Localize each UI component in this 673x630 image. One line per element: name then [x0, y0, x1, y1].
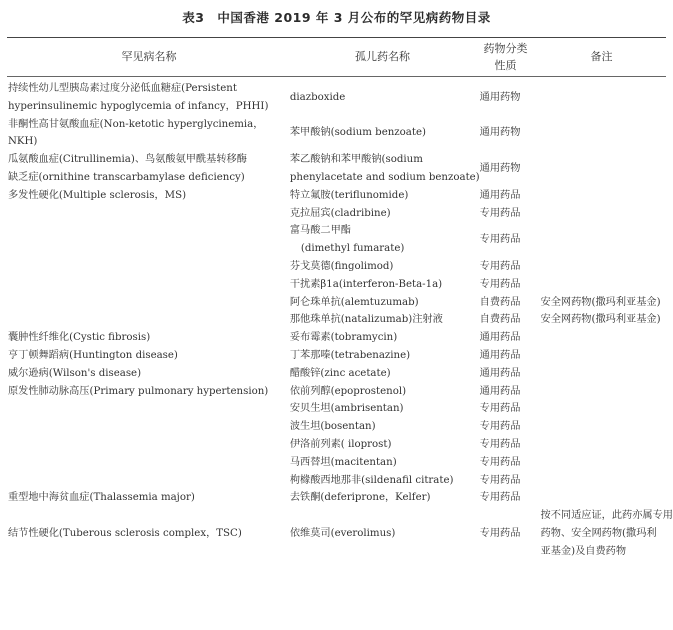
- drug-cell-line: 苯甲酸钠(sodium benzoate): [289, 127, 426, 139]
- disease-cell-line: 多发性硬化(Multiple sclerosis，MS): [8, 189, 187, 201]
- drug-cell: [290, 205, 480, 223]
- drug-cell: [290, 222, 480, 258]
- drug-cell: [290, 80, 480, 116]
- category-cell-line: 专用药品: [479, 438, 521, 450]
- disease-cell: [8, 489, 290, 507]
- table-row: [8, 187, 673, 205]
- drug-cell-line: 醋酸锌(zinc acetate): [289, 367, 391, 379]
- category-cell-line: 通用药品: [479, 332, 521, 344]
- table-row: [8, 276, 673, 294]
- note-cell: [541, 205, 673, 223]
- top-rule: [7, 37, 666, 38]
- note-cell: [541, 151, 673, 187]
- table-row: [8, 205, 673, 223]
- table-row: [8, 329, 673, 347]
- drug-cell-line: 富马酸二甲酯: [289, 225, 351, 237]
- drug-cell-line: 芬戈莫德(fingolimod): [289, 260, 394, 272]
- disease-cell-line: 亨丁顿舞蹈病(Huntington disease): [8, 349, 178, 361]
- category-cell-line: 通用药物: [479, 127, 521, 139]
- disease-cell: [8, 294, 290, 312]
- category-cell: [480, 383, 541, 401]
- category-cell: [480, 400, 541, 418]
- table-row: [8, 454, 673, 472]
- note-cell: [541, 329, 673, 347]
- category-cell: [480, 472, 541, 490]
- note-cell: [541, 80, 673, 116]
- table-row: [8, 116, 673, 152]
- category-cell-line: 通用药物: [479, 91, 521, 103]
- disease-cell: [8, 151, 290, 187]
- note-cell: [541, 311, 673, 329]
- disease-cell: [8, 507, 290, 560]
- table-row: [8, 489, 673, 507]
- disease-cell-line: 持续性幼儿型胰岛素过度分泌低血糖症(Persistent: [8, 83, 237, 94]
- category-cell: [480, 276, 541, 294]
- table-row: [8, 347, 673, 365]
- drug-cell-line: 干扰素β1a(interferon-Beta-1a): [289, 278, 443, 290]
- category-cell-line: 专用药品: [479, 278, 521, 290]
- category-cell-line: 专用药品: [479, 474, 521, 486]
- note-cell: [541, 383, 673, 401]
- drug-cell: [290, 472, 480, 490]
- disease-cell-line: 缺乏症(ornithine transcarbamylase deficiency): [8, 171, 245, 183]
- header-notes: 备注: [590, 50, 613, 63]
- disease-cell: [8, 116, 290, 152]
- table-row: [8, 365, 673, 383]
- category-cell-line: 自费药品: [479, 314, 521, 326]
- note-cell: [541, 294, 673, 312]
- drug-cell: [290, 311, 480, 329]
- disease-cell: [8, 258, 290, 276]
- category-cell: [480, 418, 541, 436]
- header-category-line1: 药物分类: [483, 42, 528, 55]
- note-cell: [541, 276, 673, 294]
- drug-cell: [290, 365, 480, 383]
- drug-cell-line: 丁苯那嗪(tetrabenazine): [289, 349, 411, 361]
- note-cell: [541, 472, 673, 490]
- note-cell: [541, 187, 673, 205]
- category-cell: [480, 116, 541, 152]
- disease-cell: [8, 472, 290, 490]
- drug-cell-line: diazboxide: [289, 91, 346, 103]
- drug-cell-line: 苯乙酸钠和苯甲酸钠(sodium: [289, 154, 423, 166]
- drug-cell: [290, 347, 480, 365]
- category-cell: [480, 151, 541, 187]
- note-cell: [541, 454, 673, 472]
- category-cell-line: 专用药品: [479, 207, 521, 219]
- header-category: [475, 40, 536, 74]
- category-cell-line: 专用药品: [479, 234, 521, 246]
- table-row: [8, 80, 673, 116]
- category-cell-line: 通用药品: [479, 385, 521, 397]
- category-cell: [480, 489, 541, 507]
- drug-cell: [290, 294, 480, 312]
- category-cell: [480, 507, 541, 560]
- drug-cell-line: 马西替坦(macitentan): [289, 456, 397, 468]
- disease-cell-line: 非酮性高甘氨酸血症(Non-ketotic hyperglycinemia，: [8, 118, 264, 130]
- drug-cell: [290, 151, 480, 187]
- disease-cell: [8, 436, 290, 454]
- category-cell: [480, 187, 541, 205]
- header-rule: [7, 76, 666, 77]
- note-cell-line: 安全网药物(撒玛利亚基金): [540, 314, 661, 326]
- drug-cell-line: 妥布霉素(tobramycin): [289, 332, 398, 344]
- disease-cell: [8, 418, 290, 436]
- drug-cell-line: 去铁酮(deferiprone，Kelfer): [289, 492, 431, 504]
- drug-cell: [290, 116, 480, 152]
- note-cell: [541, 365, 673, 383]
- disease-cell: [8, 454, 290, 472]
- disease-cell: [8, 205, 290, 223]
- disease-cell-line: 原发性肺动脉高压(Primary pulmonary hypertension): [8, 385, 269, 397]
- drug-cell-line: 依前列醇(epoprostenol): [289, 385, 407, 397]
- category-cell-line: 专用药品: [479, 403, 521, 415]
- disease-cell-line: 瓜氨酸血症(Citrullinemia)、鸟氨酸氨甲酰基转移酶: [8, 154, 247, 166]
- category-cell: [480, 294, 541, 312]
- category-cell: [480, 436, 541, 454]
- drug-cell: [290, 258, 480, 276]
- table-title: 表3 中国香港 2019 年 3 月公布的罕见病药物目录: [182, 10, 491, 25]
- drug-cell: [290, 418, 480, 436]
- category-cell: [480, 80, 541, 116]
- table-row: [8, 400, 673, 418]
- category-cell-line: 自费药品: [479, 296, 521, 308]
- drug-cell: [290, 400, 480, 418]
- disease-cell-line: 囊肿性纤维化(Cystic fibrosis): [8, 332, 151, 344]
- drug-table-body: [8, 80, 673, 561]
- category-cell-line: 专用药品: [479, 492, 521, 504]
- category-cell: [480, 454, 541, 472]
- disease-cell: [8, 80, 290, 116]
- table-row: [8, 258, 673, 276]
- note-cell: [541, 258, 673, 276]
- disease-cell-line: 重型地中海贫血症(Thalassemia major): [8, 492, 195, 504]
- note-cell: [541, 222, 673, 258]
- table-row: [8, 472, 673, 490]
- disease-cell: [8, 365, 290, 383]
- drug-cell: [290, 187, 480, 205]
- disease-cell-line: 结节性硬化(Tuberous sclerosis complex，TSC): [8, 527, 242, 539]
- table-row: [8, 311, 673, 329]
- disease-cell: [8, 329, 290, 347]
- note-cell: [541, 436, 673, 454]
- category-cell: [480, 205, 541, 223]
- disease-cell: [8, 347, 290, 365]
- drug-cell-line: 特立氟胺(teriflunomide): [289, 189, 409, 201]
- category-cell: [480, 222, 541, 258]
- table-row: [8, 436, 673, 454]
- drug-cell: [290, 436, 480, 454]
- disease-cell: [8, 276, 290, 294]
- header-drug: 孤儿药名称: [355, 50, 410, 63]
- table-row: [8, 507, 673, 560]
- category-cell-line: 专用药品: [479, 527, 521, 539]
- drug-cell-line: 枸橼酸西地那非(sildenafil citrate): [289, 474, 454, 486]
- category-cell: [480, 311, 541, 329]
- category-cell-line: 通用药品: [479, 189, 521, 201]
- category-cell-line: 专用药品: [479, 421, 521, 433]
- drug-cell-line: 安贝生坦(ambrisentan): [289, 403, 404, 415]
- note-cell: [541, 507, 673, 560]
- drug-cell-line: (dimethyl fumarate): [300, 243, 405, 255]
- disease-cell: [8, 311, 290, 329]
- category-cell-line: 专用药品: [479, 260, 521, 272]
- drug-cell: [290, 489, 480, 507]
- note-cell-line: 亚基金)及自费药物: [540, 545, 627, 557]
- note-cell-line: 安全网药物(撒玛利亚基金): [540, 296, 661, 308]
- note-cell-line: 药物、安全网药物(撒玛利: [540, 527, 657, 539]
- table-row: [8, 222, 673, 258]
- disease-cell: [8, 383, 290, 401]
- category-cell: [480, 347, 541, 365]
- drug-cell-line: 阿仑珠单抗(alemtuzumab): [289, 296, 419, 308]
- note-cell: [541, 116, 673, 152]
- category-cell: [480, 329, 541, 347]
- drug-cell-line: 那他珠单抗(natalizumab)注射液: [289, 314, 443, 326]
- note-cell: [541, 489, 673, 507]
- drug-cell: [290, 454, 480, 472]
- note-cell: [541, 400, 673, 418]
- disease-cell: [8, 187, 290, 205]
- disease-cell: [8, 400, 290, 418]
- drug-cell: [290, 383, 480, 401]
- category-cell-line: 通用药品: [479, 367, 521, 379]
- drug-cell-line: 依维莫司(everolimus): [289, 527, 396, 539]
- drug-table: [8, 80, 673, 561]
- drug-cell: [290, 507, 480, 560]
- table-row: [8, 294, 673, 312]
- note-cell: [541, 418, 673, 436]
- drug-cell: [290, 329, 480, 347]
- note-cell-line: 按不同适应证，此药亦属专用: [540, 510, 673, 522]
- table-row: [8, 151, 673, 187]
- category-cell-line: 专用药品: [479, 456, 521, 468]
- disease-cell-line: hyperinsulinemic hypoglycemia of infancy，PHHI): [8, 100, 269, 112]
- table-row: [8, 383, 673, 401]
- disease-cell-line: NKH): [8, 136, 38, 148]
- drug-cell-line: 波生坦(bosentan): [289, 421, 376, 433]
- category-cell-line: 通用药物: [479, 163, 521, 175]
- disease-cell: [8, 222, 290, 258]
- table-row: [8, 418, 673, 436]
- drug-cell-line: 克拉屈宾(cladribine): [289, 207, 391, 219]
- category-cell: [480, 258, 541, 276]
- disease-cell-line: 威尔逊病(Wilson's disease): [8, 367, 142, 379]
- category-cell-line: 通用药品: [479, 349, 521, 361]
- drug-cell: [290, 276, 480, 294]
- category-cell: [480, 365, 541, 383]
- header-disease: 罕见病名称: [121, 50, 177, 63]
- drug-cell-line: phenylacetate and sodium benzoate): [289, 171, 480, 183]
- note-cell: [541, 347, 673, 365]
- header-category-line2: 性质: [494, 59, 517, 72]
- drug-cell-line: 伊洛前列素( iloprost): [289, 438, 392, 450]
